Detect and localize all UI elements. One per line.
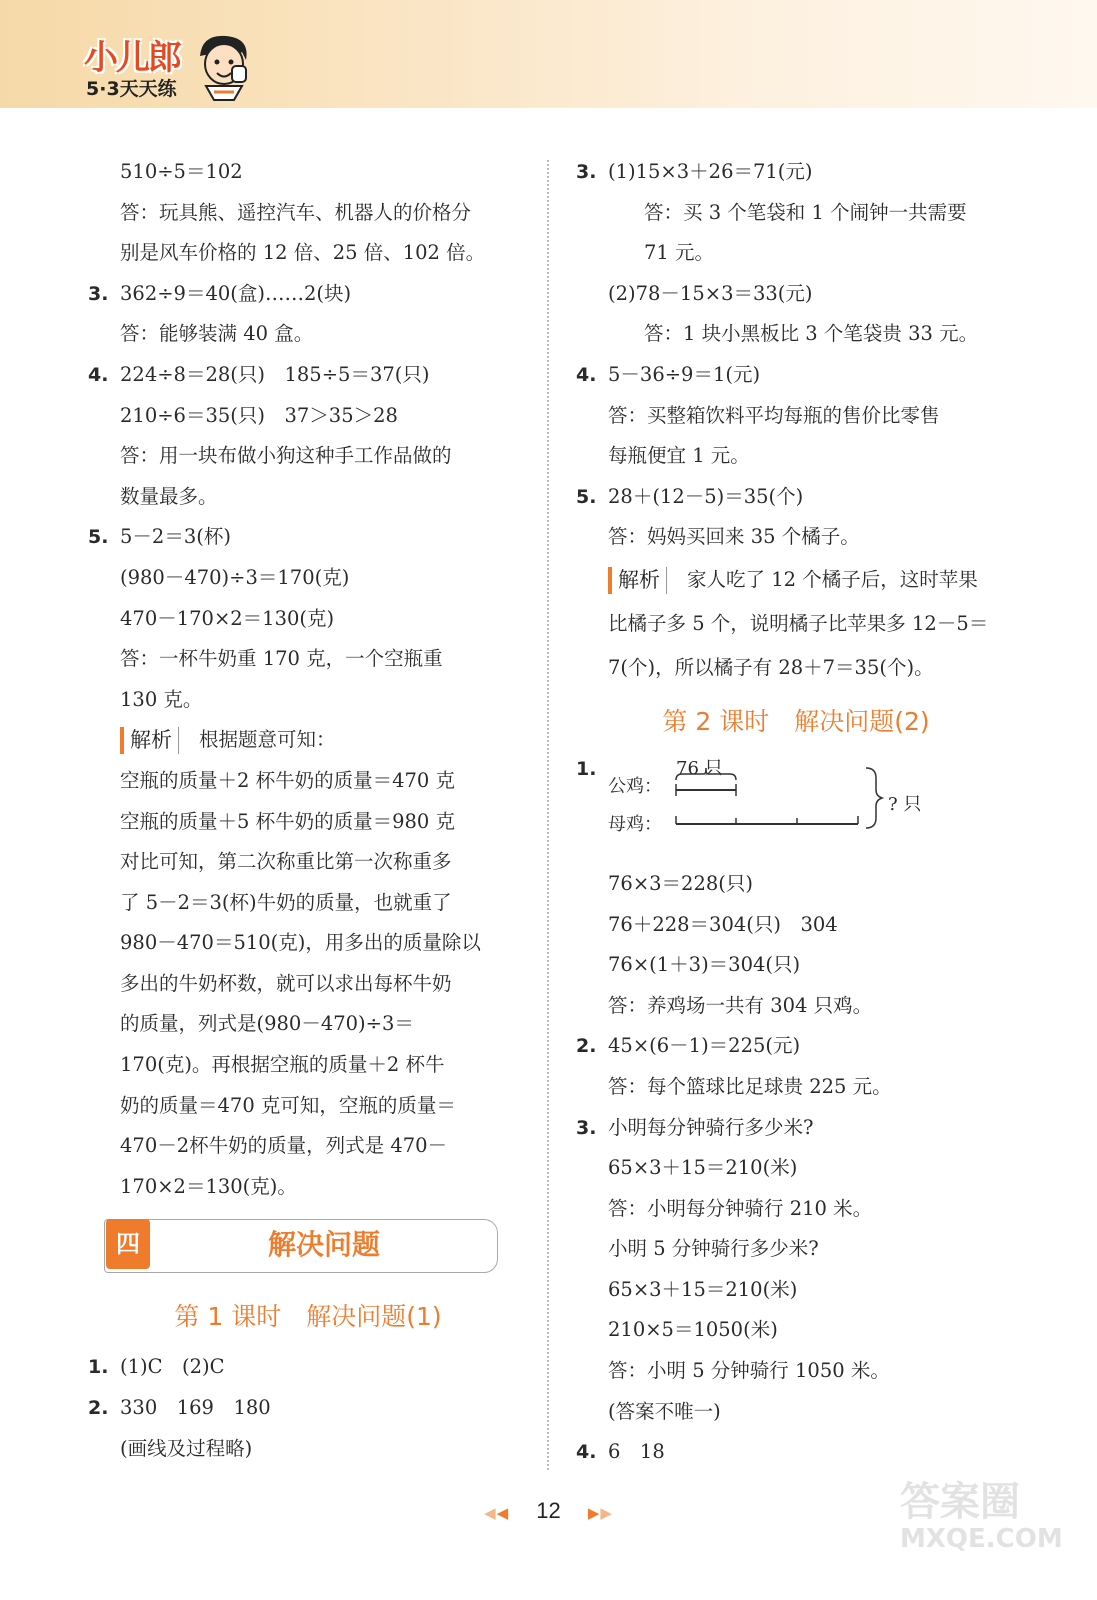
analysis-line: 多出的牛奶杯数，就可以求出每杯牛奶	[120, 971, 452, 995]
answer-line: 130 克。	[120, 687, 203, 711]
question-4b	[576, 1432, 1016, 1473]
answer-line: 小明 5 分钟骑行多少米?	[608, 1237, 819, 1261]
watermark	[900, 1480, 1063, 1554]
analysis-text: 家人吃了 12 个橘子后，这时苹果	[687, 567, 978, 591]
question-number: 1.	[88, 1356, 109, 1379]
answer-line: 答：小明每分钟骑行 210 米。	[608, 1196, 873, 1220]
diagram-top-label: 76 只	[676, 757, 723, 779]
answer-line: 510÷5＝102	[120, 160, 243, 183]
answer-text: 28＋(12－5)＝35(个)	[608, 484, 804, 508]
answer-line: 470－170×2＝130(克)	[120, 606, 335, 630]
analysis-line: 7(个)，所以橘子有 28＋7＝35(个)。	[608, 655, 934, 679]
analysis-line: 空瓶的质量＋2 杯牛奶的质量＝470 克	[120, 768, 456, 792]
question-3b	[576, 1108, 1016, 1149]
answer-text: 5－2＝3(杯)	[120, 525, 231, 549]
analysis-line	[576, 558, 1016, 602]
answer-line: 76×(1＋3)＝304(只)	[608, 953, 801, 977]
chapter-header	[104, 1211, 528, 1281]
answer-text: (1)15×3＋26＝71(元)	[608, 160, 813, 183]
answer-line: (画线及过程略)	[120, 1436, 253, 1460]
hen-label: 母鸡：	[608, 813, 662, 835]
analysis-line: 的质量，列式是(980－470)÷3＝	[120, 1012, 414, 1036]
chapter-number: 四	[106, 1219, 150, 1269]
answer-text: 45×(6－1)＝225(元)	[608, 1034, 801, 1058]
watermark-url: MXQE.COM	[900, 1524, 1063, 1554]
answer-text: 362÷9＝40(盒)……2(块)	[120, 281, 352, 305]
answer-line: 每瓶便宜 1 元。	[608, 444, 750, 468]
answer-line: 答：每个篮球比足球贵 225 元。	[608, 1074, 892, 1098]
answer-line: 答：玩具熊、遥控汽车、机器人的价格分	[120, 200, 472, 224]
analysis-line: 170×2＝130(克)。	[120, 1174, 297, 1198]
question-number: 2.	[88, 1397, 109, 1420]
answer-text: (1)C (2)C	[120, 1355, 225, 1379]
analysis-line: 170(克)。再根据空瓶的质量＋2 杯牛	[120, 1053, 445, 1077]
answer-line: (2)78－15×3＝33(元)	[608, 281, 813, 305]
analysis-text: 根据题意可知：	[199, 728, 336, 752]
answer-line: 答：小明 5 分钟骑行 1050 米。	[608, 1359, 890, 1383]
analysis-line: 470－2杯牛奶的质量，列式是 470－	[120, 1134, 448, 1158]
right-column	[576, 152, 1016, 1473]
watermark-title: 答案圈	[900, 1479, 1020, 1525]
question-3	[576, 152, 1016, 193]
analysis-line: 空瓶的质量＋5 杯牛奶的质量＝980 克	[120, 809, 456, 833]
question-number: 3.	[576, 161, 597, 183]
answer-line: 210÷6＝35(只) 37＞35＞28	[120, 403, 398, 427]
prev-arrows-icon: ◀◀	[484, 1504, 510, 1522]
analysis-line: 了 5－2＝3(杯)牛奶的质量，也就重了	[120, 890, 452, 914]
analysis-line: 奶的质量＝470 克可知，空瓶的质量＝	[120, 1093, 456, 1117]
answer-line: 答：养鸡场一共有 304 只鸡。	[608, 993, 873, 1017]
answer-line: 答：能够装满 40 盒。	[120, 322, 314, 346]
analysis-line: 对比可知，第二次称重比第一次称重多	[120, 850, 452, 874]
answer-line: 答：妈妈买回来 35 个橘子。	[608, 525, 860, 549]
analysis-line: 980－470＝510(克)，用多出的质量除以	[120, 931, 481, 955]
answer-line: 76×3＝228(只)	[608, 871, 753, 895]
question-number: 4.	[88, 363, 109, 386]
answer-line: 76＋228＝304(只) 304	[608, 912, 838, 936]
lesson-title: 第 2 课时 解决问题(2)	[662, 706, 930, 736]
answer-line: 答：用一块布做小狗这种手工作品做的	[120, 444, 452, 468]
answer-line: (答案不唯一)	[608, 1399, 721, 1423]
answer-line: 答：1 块小黑板比 3 个笔袋贵 33 元。	[644, 322, 979, 346]
question-number: 1.	[576, 757, 597, 780]
question-2	[88, 1388, 528, 1429]
question-number: 5.	[88, 526, 109, 549]
question-number: 4.	[576, 363, 597, 386]
next-arrows-icon: ▶▶	[587, 1504, 613, 1522]
question-5	[576, 477, 1016, 518]
answer-line: 别是风车价格的 12 倍、25 倍、102 倍。	[120, 241, 486, 265]
answer-text: 6 18	[608, 1440, 665, 1464]
question-number: 2.	[576, 1035, 597, 1058]
answer-line: (980－470)÷3＝170(克)	[120, 565, 350, 589]
series-name: 5·3天天练	[86, 78, 177, 100]
mascot-boy-icon	[192, 30, 254, 102]
analysis-line	[88, 720, 528, 761]
answer-line: 71 元。	[644, 241, 715, 265]
answer-line: 答：买 3 个笔袋和 1 个闹钟一共需要	[644, 200, 967, 224]
chicken-diagram	[576, 754, 1016, 864]
answer-text: 小明每分钟骑行多少米?	[608, 1115, 814, 1139]
answer-text: 5－36÷9＝1(元)	[608, 362, 761, 386]
question-1	[88, 1347, 528, 1388]
column-divider	[547, 160, 549, 1470]
question-3	[88, 274, 528, 315]
answer-line: 65×3＋15＝210(米)	[608, 1277, 798, 1301]
question-number: 3.	[576, 1116, 597, 1139]
chapter-title: 解决问题	[267, 1228, 380, 1262]
question-4	[88, 355, 528, 396]
question-5	[88, 517, 528, 558]
segment-diagram-icon	[576, 754, 1016, 864]
analysis-tag: 解析	[120, 727, 179, 754]
analysis-tag: 解析	[608, 567, 667, 594]
answer-line: 210×5＝1050(米)	[608, 1318, 778, 1342]
question-number: 3.	[88, 282, 109, 305]
total-question-label: ? 只	[888, 793, 922, 815]
answer-text: 330 169 180	[120, 1396, 271, 1420]
answer-text: 224÷8＝28(只) 185÷5＝37(只)	[120, 362, 430, 386]
rooster-label: 公鸡：	[608, 775, 662, 797]
brand-logo: 小儿郎	[84, 38, 180, 78]
page-number: 12	[536, 1498, 561, 1523]
answer-line: 数量最多。	[120, 484, 218, 508]
answer-line: 答：一杯牛奶重 170 克，一个空瓶重	[120, 647, 443, 671]
lesson-title: 第 1 课时 解决问题(1)	[174, 1302, 442, 1332]
answer-line: 65×3＋15＝210(米)	[608, 1156, 798, 1180]
left-column	[88, 152, 528, 1469]
question-number: 4.	[576, 1441, 597, 1464]
question-4	[576, 355, 1016, 396]
analysis-line: 比橘子多 5 个，说明橘子比苹果多 12－5＝	[608, 611, 989, 635]
answer-line: 答：买整箱饮料平均每瓶的售价比零售	[608, 403, 940, 427]
question-2	[576, 1026, 1016, 1067]
question-number: 5.	[576, 485, 597, 508]
